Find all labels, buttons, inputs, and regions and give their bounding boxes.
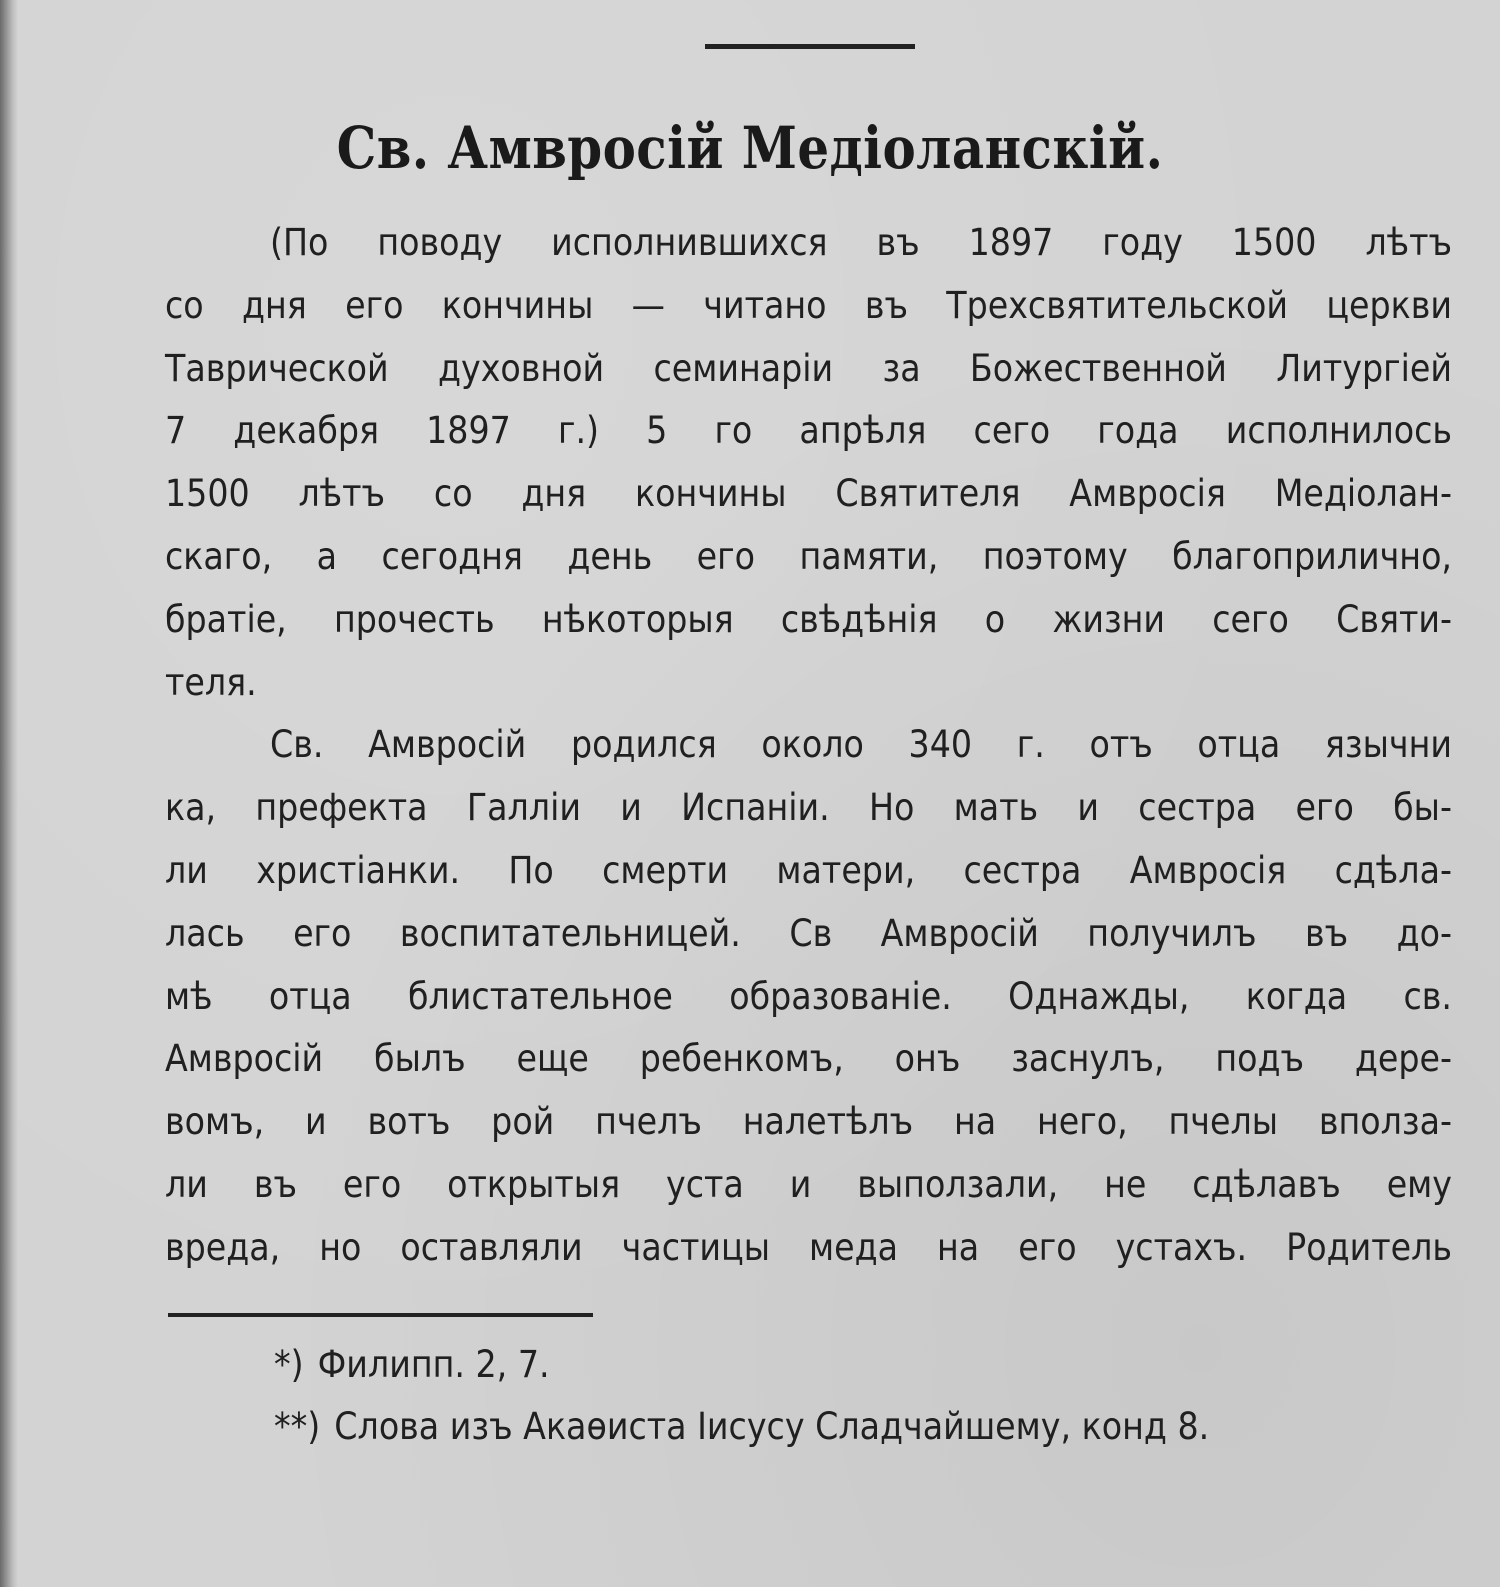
paragraph-1 xyxy=(165,212,1452,714)
footnote-text: Слова изъ Акаѳиста Іисусу Сладчайшему, конд 8. xyxy=(334,1405,1210,1448)
text-line: скаго, а сегодня день его памяти, поэтому благоприлично, xyxy=(165,534,1452,578)
article-body xyxy=(165,212,1452,1280)
footnote-text: Филипп. 2, 7. xyxy=(317,1343,550,1386)
text-line: вомъ, и вотъ рой пчелъ налетѣлъ на него, пчелы вполза- xyxy=(165,1100,1452,1144)
page-edge-shadow xyxy=(0,0,18,1587)
text-line: ли въ его открытыя уста и выползали, не сдѣлавъ ему xyxy=(165,1162,1452,1206)
header-rule xyxy=(705,44,915,49)
footnote-1 xyxy=(168,1334,1455,1396)
footnote-2 xyxy=(168,1396,1455,1458)
text-line: Амвросій былъ еще ребенкомъ, онъ заснулъ, подъ дере- xyxy=(165,1037,1452,1081)
text-line: ли христіанки. По смерти матери, сестра Амвросія сдѣла- xyxy=(165,848,1452,892)
text-line: вреда, но оставляли частицы меда на его устахъ. Родитель xyxy=(165,1225,1452,1269)
text-line: братіе, прочесть нѣкоторыя свѣдѣнія о жизни сего Святи- xyxy=(165,597,1452,641)
text-line: ка, префекта Галліи и Испаніи. Но мать и сестра его бы- xyxy=(165,786,1452,830)
article-title: Св. Амвросій Медіоланскій. xyxy=(336,114,1164,182)
paragraph-2 xyxy=(165,714,1452,1279)
text-line: со дня его кончины — читано въ Трехсвятительской церкви xyxy=(165,283,1452,327)
text-line: Таврической духовной семинаріи за Божественной Литургіей xyxy=(165,346,1452,390)
footnotes xyxy=(168,1334,1455,1458)
text-line: мѣ отца блистательное образованіе. Однажды, когда св. xyxy=(165,974,1452,1018)
text-line: 7 декабря 1897 г.) 5 го апрѣля сего года исполнилось xyxy=(165,409,1452,453)
text-line: теля. xyxy=(165,660,257,704)
text-line: 1500 лѣтъ со дня кончины Святителя Амвросія Медіолан- xyxy=(165,472,1452,516)
text-line: лась его воспитательницей. Св Амвросій получилъ въ до- xyxy=(165,911,1452,955)
footnote-mark: **) xyxy=(274,1405,321,1448)
footnote-mark: *) xyxy=(274,1343,304,1386)
text-line: (По поводу исполнившихся въ 1897 году 1500 лѣтъ xyxy=(270,221,1452,264)
footnote-separator xyxy=(168,1313,593,1317)
text-line: Св. Амвросій родился около 340 г. отъ отца язычни xyxy=(270,723,1452,767)
